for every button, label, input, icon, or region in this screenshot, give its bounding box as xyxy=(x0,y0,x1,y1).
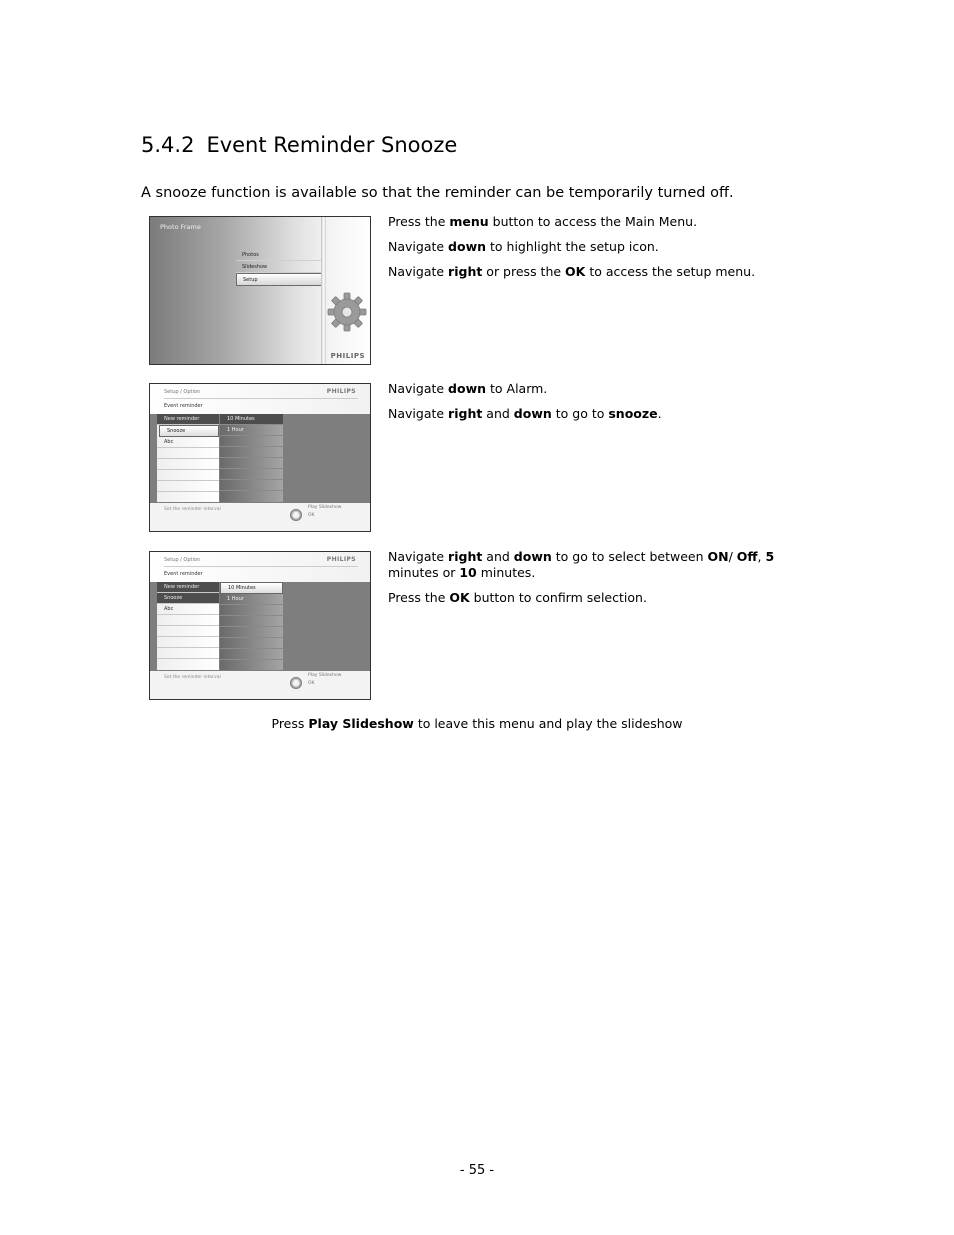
section-heading xyxy=(141,133,457,157)
list-item: 1 Hour xyxy=(220,425,283,436)
screen-title: Photo Frame xyxy=(160,223,201,231)
list-item xyxy=(157,470,219,481)
list-item xyxy=(157,459,219,470)
remote-dpad-icon xyxy=(290,677,302,689)
options-list xyxy=(220,414,283,502)
settings-list xyxy=(157,582,219,670)
list-item xyxy=(157,481,219,492)
list-item xyxy=(220,605,283,616)
divider xyxy=(164,398,358,399)
hint-text: Set the reminder interval xyxy=(164,675,221,680)
list-item xyxy=(157,615,219,626)
philips-logo: PHILIPS xyxy=(330,352,365,360)
step1-instructions xyxy=(388,214,808,289)
remote-label-ok: OK xyxy=(308,513,315,518)
list-item-selected: 10 Minutes xyxy=(220,582,283,594)
main-menu xyxy=(236,249,324,286)
remote-label-ok: OK xyxy=(308,681,315,686)
step3-line-1: Navigate right and down to go to select between ON/ Off, 5 minutes or 10 minutes. xyxy=(388,549,775,580)
list-item: Snooze xyxy=(157,593,219,604)
divider xyxy=(164,566,358,567)
step2-line-2: Navigate right and down to go to snooze. xyxy=(388,406,662,421)
list-item xyxy=(220,458,283,469)
step2-instructions xyxy=(388,381,808,431)
list-item xyxy=(220,436,283,447)
footer-note: Press Play Slideshow to leave this menu and play the slideshow xyxy=(271,716,683,731)
hint-text: Set the reminder interval xyxy=(164,507,221,512)
setup-screenshot-interval xyxy=(149,551,371,700)
list-item xyxy=(220,638,283,649)
screen-header xyxy=(150,552,370,582)
list-item-selected: Snooze xyxy=(159,425,219,437)
step2-line-1: Navigate down to Alarm. xyxy=(388,381,548,396)
list-item: 10 Minutes xyxy=(220,414,283,425)
list-item xyxy=(220,616,283,627)
list-item xyxy=(220,649,283,660)
list-item xyxy=(157,448,219,459)
list-item xyxy=(220,480,283,491)
main-menu-screenshot xyxy=(149,216,371,365)
list-item xyxy=(220,627,283,638)
list-item xyxy=(157,626,219,637)
step3-instructions xyxy=(388,549,808,615)
section-label: Event reminder xyxy=(164,571,203,577)
screen-footer xyxy=(150,503,370,531)
step1-line-2: Navigate down to highlight the setup icon. xyxy=(388,239,659,254)
step1-line-3: Navigate right or press the OK to access the setup menu. xyxy=(388,264,756,279)
remote-label-play: Play Slideshow xyxy=(308,673,342,678)
list-item xyxy=(157,637,219,648)
list-item xyxy=(220,447,283,458)
section-number: 5.4.2 xyxy=(141,133,195,157)
breadcrumb: Setup / Option xyxy=(164,557,201,563)
options-list xyxy=(220,582,283,670)
list-item: 1 Hour xyxy=(220,594,283,605)
settings-list xyxy=(157,414,219,502)
intro-text: A snooze function is available so that the reminder can be temporarily turned off. xyxy=(141,185,734,201)
setup-screenshot-snooze xyxy=(149,383,371,532)
philips-logo: PHILIPS xyxy=(326,556,356,563)
step1-line-1: Press the menu button to access the Main Menu. xyxy=(388,214,698,229)
list-item xyxy=(220,469,283,480)
menu-item-photos: Photos xyxy=(236,249,324,261)
remote-label-play: Play Slideshow xyxy=(308,505,342,510)
menu-item-setup: Setup xyxy=(236,273,324,286)
page-number: - 55 - xyxy=(459,1163,495,1178)
philips-logo: PHILIPS xyxy=(326,388,356,395)
list-item xyxy=(157,648,219,659)
remote-dpad-icon xyxy=(290,509,302,521)
list-item: Abc xyxy=(157,437,219,448)
step3-line-2: Press the OK button to confirm selection. xyxy=(388,590,647,605)
list-item: Abc xyxy=(157,604,219,615)
menu-item-slideshow: Slideshow xyxy=(236,261,324,273)
screen-footer xyxy=(150,671,370,699)
gear-icon xyxy=(326,291,368,333)
screen-header xyxy=(150,384,370,414)
list-item: New reminder xyxy=(157,414,219,425)
breadcrumb: Setup / Option xyxy=(164,389,201,395)
list-item: New reminder xyxy=(157,582,219,593)
section-label: Event reminder xyxy=(164,403,203,409)
section-title: Event Reminder Snooze xyxy=(206,133,458,157)
